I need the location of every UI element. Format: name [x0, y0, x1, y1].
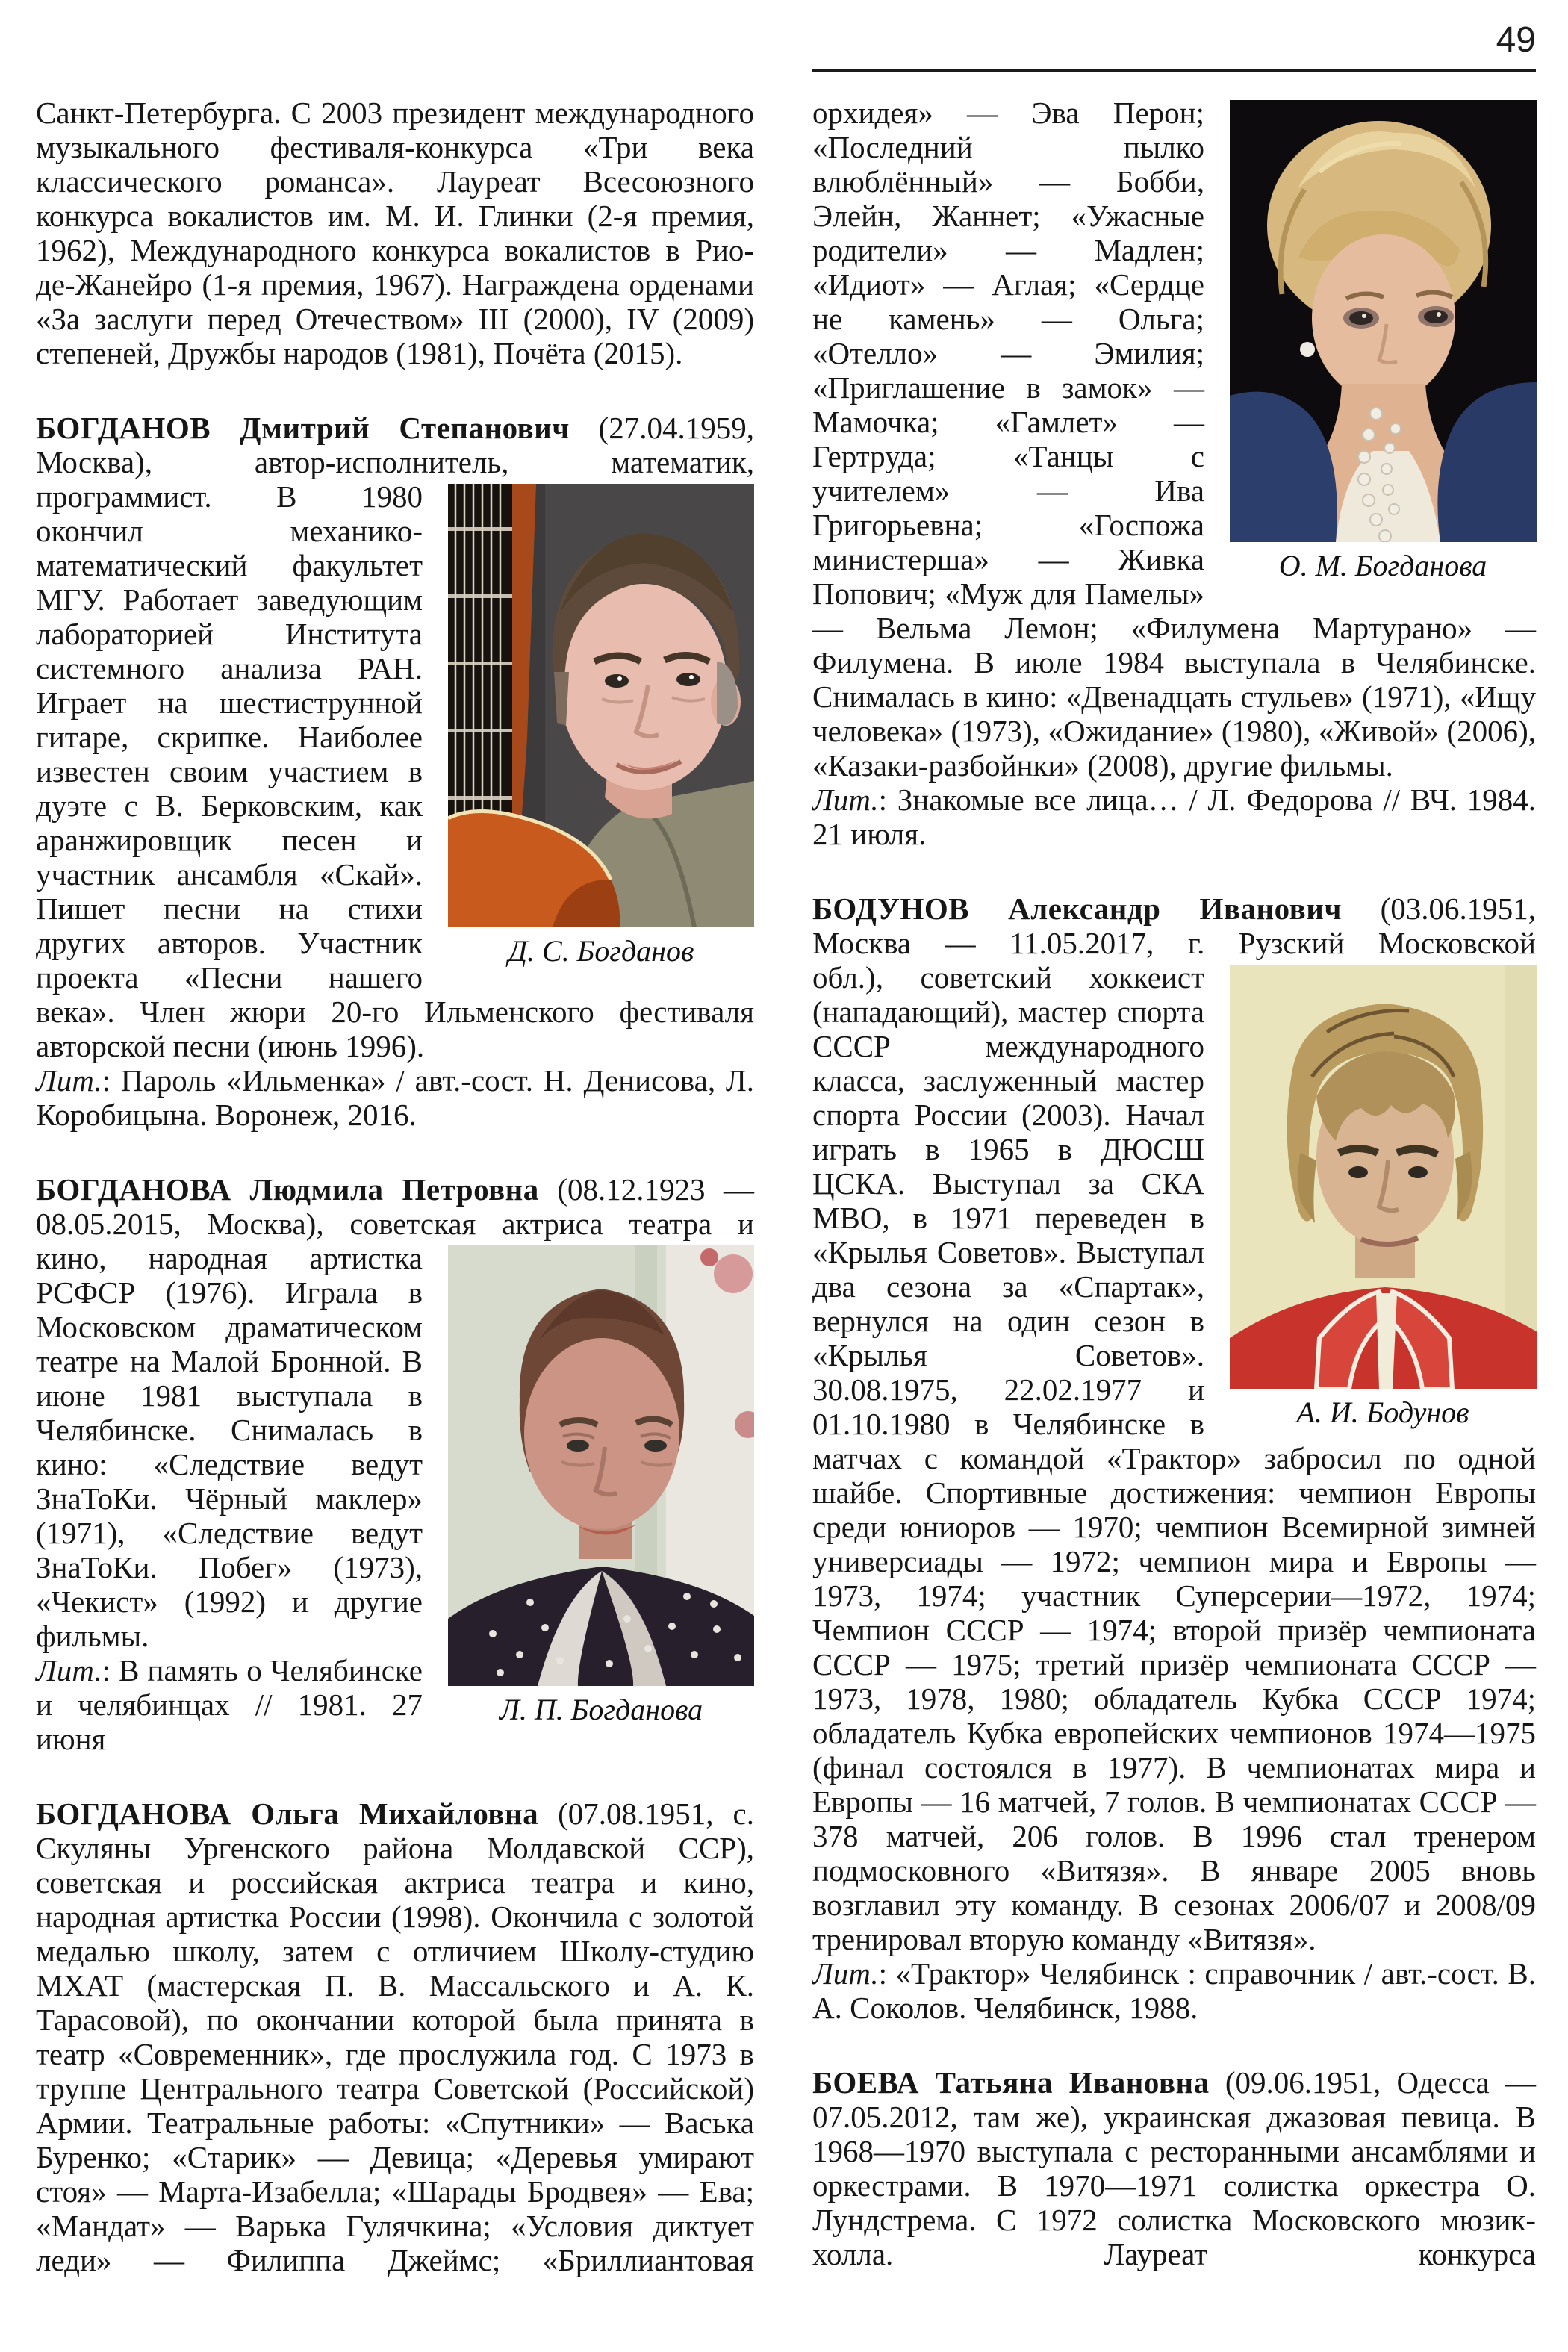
left-column — [36, 96, 754, 2277]
entry-bogdanova-o-lit — [812, 783, 1536, 851]
lit-text: : Знакомые все лица… / Л. Федорова // ВЧ. 1984. 21 июля. — [812, 783, 1536, 851]
page-number: 49 — [1496, 20, 1536, 60]
lit-text: : «Трактор» Челябинск : справочник / авт.-сост. В. А. Соколов. Челябинск, 1988. — [812, 1956, 1536, 2025]
entry-name-bogdanova-l: БОГДАНОВА Людмила Петровна — [36, 1172, 539, 1207]
entry-name-bogdanova-o: БОГДАНОВА Ольга Михайловна — [36, 1796, 539, 1831]
header-rule — [812, 69, 1536, 72]
entry-name-bodunov: БОДУНОВ Александр Иванович — [812, 892, 1343, 926]
entry-intro-bogdanova-l: (08.12.1923 — 08.05.2015, Москва), советская актриса театра и — [36, 1172, 754, 1241]
photo-block-a-i-bodunov — [1230, 965, 1536, 1429]
photo-caption-a-i-bodunov: А. И. Бодунов — [1296, 1396, 1469, 1429]
photo-caption-l-p-bogdanova: Л. П. Богданова — [499, 1693, 703, 1726]
lit-text: : Пароль «Ильменка» / авт.-сост. Н. Денисова, Л. Коробицына. Воронеж, 2016. — [36, 1063, 754, 1132]
photo-block-o-m-bogdanova — [1230, 100, 1536, 582]
photo-l-p-bogdanova-portrait — [448, 1245, 754, 1686]
entry-bogdanov-body — [36, 479, 754, 1063]
lit-label: Лит. — [36, 1653, 102, 1687]
paragraph-continuation-left — [36, 96, 754, 370]
lit-text: : В память о Челябинске и челябинцах // 1981. 27 июня — [36, 1653, 423, 1756]
entry-body-boeva: (09.06.1951, Одесса — 07.05.2012, там же), украинская джазовая певица. В 1968—1970 выступала с ресторанными ансамблями и оркестрами. В 1970—1971 солистка оркестра О. Лундстрема. С 1972 солистка Московского мюзик-холла. Лауреат конкурса — [812, 2065, 1536, 2271]
entry-bogdanova-l-heading — [36, 1172, 754, 1241]
entry-body-bogdanov: программист. В 1980 окончил механико-математический факультет МГУ. Работает заведующим лабораторией Института системного анализа РАН. Играет на шестиструнной гитаре, скрипке. Наиболее известен своим участием в дуэте с В. Берковским, как аранжировщик песен и участник ансамбля «Скай». Пишет песни на стихи других авторов. Участник проекта «Песни нашего века». Член жюри 20-го Ильменского фестиваля авторской песни (июнь 1996). — [36, 479, 754, 1063]
lit-label: Лит. — [812, 1956, 879, 1991]
entry-boeva — [812, 2065, 1536, 2271]
photo-caption-d-s-bogdanov: Д. С. Богданов — [508, 934, 694, 968]
entry-intro-bogdanov: (27.04.1959, Москва), автор-исполнитель, математик, — [36, 411, 755, 479]
entry-body-bogdanova-o: (07.08.1951, с. Скуляны Ургенского района Молдавской ССР), советская и российская актриса театра и кино, народная артистка России (1998). Окончила с золотой медалью школу, затем с отличием Школу-студию МХАТ (мастерская П. В. Массальского и А. К. Тарасовой), по окончании которой была принята в театр «Современник», где прослужила год. С 1973 в труппе Центрального театра Советской (Российской) Армии. Театральные работы: «Спутники» — Васька Буренко; «Старик» — Девица; «Деревья умирают стоя» — Марта-Изабелла; «Шарады Бродвея» — Ева; «Мандат» — Варька Гулячкина; «Условия диктует леди» — Филиппа Джеймс; «Бриллиантовая — [36, 1796, 754, 2277]
paragraph-text-olga-continued: орхидея» — Эва Перон; «Последний пылко влюблённый» — Бобби, Элейн, Жаннет; «Ужасные родители» — Мадлен; «Идиот» — Аглая; «Сердце не камень» — Ольга; «Отелло» — Эмилия; «Приглашение в замок» — Мамочка; «Гамлет» — Гертруда; «Танцы с учителем» — Ива Григорьевна; «Госпожа министерша» — Живка Попович; «Муж для Памелы» — Вельма Лемон; «Филумена Мартурано» — Филумена. В июле 1984 выступала в Челябинске. Снималась в кино: «Двенадцать стульев» (1971), «Ищу человека» (1973), «Ожидание» (1980), «Живой» (2006), «Казаки-разбойнки» (2008), другие фильмы. — [812, 96, 1536, 783]
photo-o-m-bogdanova-portrait — [1230, 100, 1537, 542]
entry-bogdanov-lit — [36, 1063, 754, 1132]
right-column — [812, 96, 1536, 2271]
lit-label: Лит. — [36, 1063, 102, 1098]
entry-name-bogdanov: БОГДАНОВ Дмитрий Степанович — [36, 411, 570, 445]
entry-intro-bodunov: (03.06.1951, Москва — 11.05.2017, г. Рузский Московской — [812, 892, 1536, 960]
paragraph-text: Санкт-Петербурга. С 2003 президент международного музыкального фестиваля-конкурса «Три века классического романса». Лауреат Всесоюзного конкурса вокалистов им. М. И. Глинки (2-я премия, 1962), Международного конкурса вокалистов в Рио-де-Жанейро (1-я премия, 1967). Награждена орденами «За заслуги перед Отечеством» III (2000), IV (2009) степеней, Дружбы народов (1981), Почёта (2015). — [36, 96, 754, 370]
entry-bogdanov-heading — [36, 411, 754, 479]
photo-d-s-bogdanov-portrait — [448, 484, 754, 927]
text-columns — [36, 96, 1536, 2277]
photo-caption-o-m-bogdanova: О. М. Богданова — [1278, 549, 1487, 582]
photo-block-l-p-bogdanova — [448, 1245, 754, 1726]
photo-a-i-bodunov-portrait — [1230, 965, 1537, 1389]
entry-bodunov-lit — [812, 1956, 1536, 2025]
entry-body-bogdanova-l: кино, народная артистка РСФСР (1976). Играла в Московском драматическом театре на Малой Бронной. В июне 1981 выступала в Челябинске. Снималась в кино: «Следствие ведут ЗнаТоКи. Чёрный маклер» (1971), «Следствие ведут ЗнаТоКи. Побег» (1973), «Чекист» (1992) и другие фильмы. — [36, 1241, 423, 1653]
entry-name-boeva: БОЕВА Татьяна Ивановна — [812, 2065, 1210, 2100]
lit-label: Лит. — [812, 783, 879, 817]
entry-bodunov-heading — [812, 892, 1536, 960]
entry-bogdanova-o — [36, 1796, 754, 2277]
paragraph-continuation-right — [812, 96, 1536, 783]
entry-bodunov-body — [812, 960, 1536, 1956]
entry-body-bodunov: обл.), советский хоккеист (нападающий), мастер спорта СССР международного класса, заслуженный мастер спорта России (2003). Начал играть в 1965 в ДЮСШ ЦСКА. Выступал за СКА МВО, в 1971 переведен в «Крылья Советов». Выступал два сезона за «Спартак», вернулся на один сезон в «Крылья Советов». 30.08.1975, 22.02.1977 и 01.10.1980 в Челябинске в матчах с командой «Трактор» забросил по одной шайбе. Спортивные достижения: чемпион Европы среди юниоров — 1970; чемпион Всемирной зимней универсиады — 1972; чемпион мира и Европы — 1973, 1974; участник Суперсерии—1972, 1974; Чемпион СССР — 1974; второй призёр чемпионата СССР — 1975; третий призёр чемпионата СССР — 1973, 1978, 1980; обладатель Кубка СССР 1974; обладатель Кубка европейских чемпионов 1974—1975 (финал состоялся в 1977). В чемпионатах мира и Европы — 16 матчей, 7 голов. В чемпионатах СССР — 378 матчей, 206 голов. В 1996 стал тренером подмосковного «Витязя». В январе 2005 вновь возглавил эту команду. В сезонах 2006/07 и 2008/09 тренировал вторую команду «Витязя». — [812, 960, 1536, 1956]
photo-block-d-s-bogdanov — [448, 484, 754, 968]
